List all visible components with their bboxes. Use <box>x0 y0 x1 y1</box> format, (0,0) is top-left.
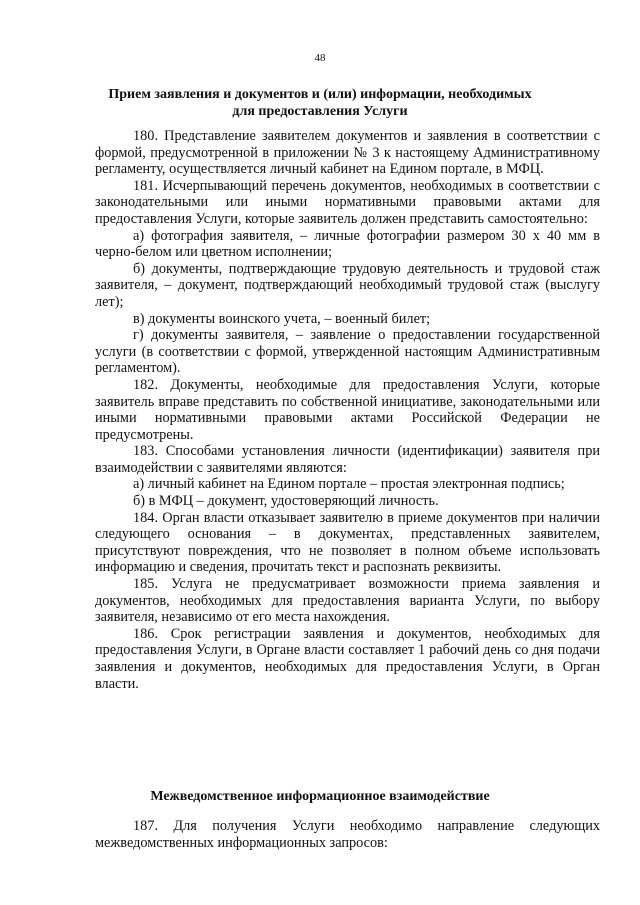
paragraph-181-a: а) фотография заявителя, – личные фотографии размером 30 х 40 мм в черно-белом или цветном исполнении; <box>95 227 600 261</box>
paragraph-181-b: б) документы, подтверждающие трудовую деятельность и трудовой стаж заявителя, – документ, подтверждающий необходимый трудовой стаж (выслугу лет); <box>95 260 600 310</box>
paragraph-183: 183. Способами установления личности (идентификации) заявителя при взаимодействии с заявителями являются: <box>95 443 600 476</box>
section-1-body <box>95 128 600 692</box>
paragraph-180: 180. Представление заявителем документов и заявления в соответствии с формой, предусмотренной в приложении № 3 к настоящему Административному регламенту, осуществляется личный кабинет на Едином портале, в МФЦ. <box>95 128 600 178</box>
paragraph-185: 185. Услуга не предусматривает возможности приема заявления и документов, необходимых для предоставления варианта Услуги, по выбору заявителя, независимо от его места нахождения. <box>95 576 600 626</box>
section-heading-1-line1: Прием заявления и документов и (или) информации, необходимых <box>108 87 532 102</box>
page-number: 48 <box>314 52 326 64</box>
paragraph-181-v: в) документы воинского учета, – военный билет; <box>133 310 431 327</box>
paragraph-184: 184. Орган власти отказывает заявителю в приеме документов при наличии следующего основания – в документах, представленных заявителем, присутствуют повреждения, что не позволяет в полном объеме использовать информацию и сведения, прочитать текст и распознать реквизиты. <box>95 509 600 576</box>
section-heading-2: Межведомственное информационное взаимодействие <box>150 789 490 804</box>
paragraph-183-b: б) в МФЦ – документ, удостоверяющий личность. <box>133 493 439 510</box>
section-heading-1-line2: для предоставления Услуги <box>232 104 408 119</box>
paragraph-182: 182. Документы, необходимые для предоставления Услуги, которые заявитель вправе представить по собственной инициативе, законодательными или иными нормативными правовыми актами Российской Федерации не предусмотрены. <box>95 376 600 443</box>
paragraph-181-g: г) документы заявителя, – заявление о предоставлении государственной услуги (в соответствии с формой, утвержденной настоящим Административным регламентом). <box>95 327 600 377</box>
section-heading-1 <box>60 86 580 120</box>
paragraph-181: 181. Исчерпывающий перечень документов, необходимых в соответствии с законодательными или иными нормативными правовыми актами для предоставления Услуги, которые заявитель должен представить самостоятельно: <box>95 177 600 227</box>
section-2-body <box>95 818 600 851</box>
paragraph-183-a: а) личный кабинет на Едином портале – простая электронная подпись; <box>133 476 565 493</box>
paragraph-186: 186. Срок регистрации заявления и документов, необходимых для предоставления Услуги, в Органе власти составляет 1 рабочий день со дня подачи заявления и документов, необходимых для предоставления Услуги, в Орган власти. <box>95 625 600 692</box>
paragraph-187: 187. Для получения Услуги необходимо направление следующих межведомственных информационных запросов: <box>95 818 600 851</box>
